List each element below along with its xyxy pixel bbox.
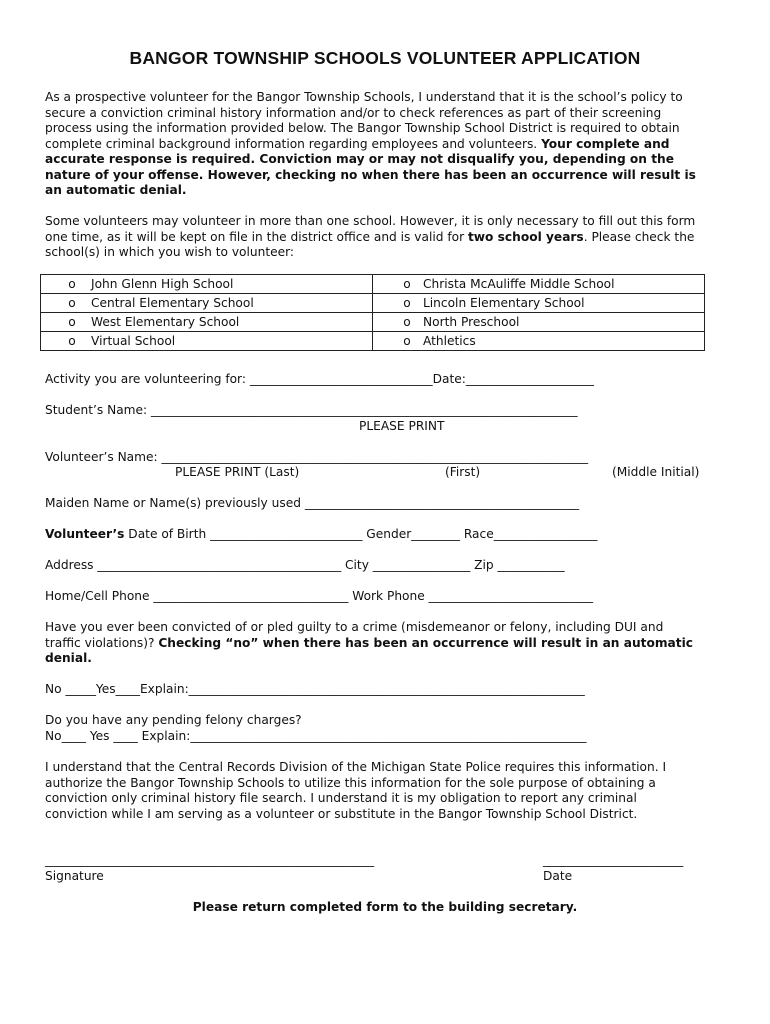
conviction-text: traffic violations)? [45, 635, 159, 650]
first-name-label: (First) [445, 465, 481, 479]
schools-paragraph [45, 214, 735, 261]
school-option-north-preschool[interactable] [373, 313, 705, 332]
authorization-line: conviction only criminal history file search. I understand it is my obligation to report any criminal [45, 791, 637, 805]
school-option-john-glenn[interactable] [41, 275, 373, 294]
maiden-name-field[interactable]: Maiden Name or Name(s) previously used _____________________________________________ [45, 496, 580, 510]
school-option-virtual-school[interactable] [41, 332, 373, 351]
intro-line [45, 183, 735, 199]
felony-answer-field[interactable]: No____ Yes ____ Explain:_________________________________________________________________ [45, 729, 587, 743]
activity-date-field[interactable]: Activity you are volunteering for: ______________________________Date:_____________________ [45, 372, 594, 386]
school-option-central-elementary[interactable] [41, 294, 373, 313]
signature-label: Signature [45, 869, 104, 883]
intro-bold-text: an automatic denial. [45, 183, 187, 197]
schools-text: one time, as it will be kept on file in the district office and is valid for [45, 229, 468, 244]
schools-row [41, 294, 705, 313]
schools-line: Some volunteers may volunteer in more than one school. However, it is only necessary to fill out this form [45, 214, 696, 228]
school-label: Lincoln Elementary School [423, 296, 585, 310]
school-option-lincoln-elementary[interactable] [373, 294, 705, 313]
conviction-bold-text: denial. [45, 651, 92, 665]
checkbox-bullet[interactable]: o [403, 277, 411, 291]
intro-bold-text: Your complete and [541, 136, 670, 151]
conviction-answer-field[interactable]: No _____Yes____Explain:_________________________________________________________________ [45, 682, 585, 696]
checkbox-bullet[interactable]: o [68, 334, 76, 348]
intro-bold-text: accurate response is required. Conviction may or may not disqualify you, depending on the [45, 152, 674, 166]
school-label: Virtual School [91, 334, 176, 348]
dob-gender-race-field[interactable] [45, 527, 597, 542]
school-label: Athletics [423, 334, 476, 348]
return-instructions: Please return completed form to the building secretary. [192, 900, 578, 914]
intro-text: complete criminal background information regarding employees and volunteers. [45, 136, 542, 151]
checkbox-bullet[interactable]: o [403, 296, 411, 310]
schools-line: school(s) in which you wish to volunteer: [45, 245, 295, 259]
school-option-west-elementary[interactable] [41, 313, 373, 332]
dob-bold-label: Volunteer’s [45, 527, 125, 541]
volunteer-name-field[interactable]: Volunteer’s Name: ______________________________________________________________________ [45, 450, 589, 464]
address-field[interactable]: Address ________________________________________ City ________________ Zip ___________ [45, 558, 565, 572]
please-print-note: PLEASE PRINT [359, 419, 445, 433]
school-label: Central Elementary School [91, 296, 254, 310]
conviction-question [45, 620, 735, 667]
phone-field[interactable]: Home/Cell Phone ________________________________ Work Phone ___________________________ [45, 589, 594, 603]
checkbox-bullet[interactable]: o [403, 315, 411, 329]
last-name-label: PLEASE PRINT (Last) [175, 465, 300, 479]
date-label: Date [543, 869, 573, 883]
authorization-line: I understand that the Central Records Division of the Michigan State Police requires this information. I [45, 760, 667, 774]
checkbox-bullet[interactable]: o [68, 315, 76, 329]
schools-row [41, 313, 705, 332]
date-line[interactable]: _______________________ [543, 853, 684, 867]
school-option-christa-mcauliffe[interactable] [373, 275, 705, 294]
intro-line: As a prospective volunteer for the Bangor Township Schools, I understand that it is the school’s policy to [45, 90, 683, 104]
intro-paragraph [45, 90, 735, 199]
checkbox-bullet[interactable]: o [68, 277, 76, 291]
checkbox-bullet[interactable]: o [68, 296, 76, 310]
dob-gender-race-text: Date of Birth _________________________ Gender________ Race_________________ [124, 527, 598, 541]
intro-line: secure a conviction criminal history information and/or to check references as part of their screening [45, 105, 662, 120]
conviction-line [45, 651, 735, 667]
conviction-line [45, 636, 735, 652]
felony-question: Do you have any pending felony charges? [45, 713, 302, 727]
page-title: BANGOR TOWNSHIP SCHOOLS VOLUNTEER APPLICATION [129, 48, 641, 68]
schools-row [41, 275, 705, 294]
middle-initial-label: (Middle Initial) [612, 465, 700, 479]
authorization-line: conviction while I am serving as a volunteer or substitute in the Bangor Township School District. [45, 806, 638, 821]
intro-line [45, 152, 735, 168]
student-name-field[interactable]: Student’s Name: ______________________________________________________________________ [45, 403, 578, 417]
intro-line [45, 137, 735, 153]
intro-bold-text: nature of your offense. However, checking no when there has been an occurrence will result is [45, 167, 696, 182]
schools-row [41, 332, 705, 351]
schools-line [45, 230, 735, 246]
signature-line[interactable]: ______________________________________________________ [45, 853, 375, 867]
conviction-bold-text: Checking “no” when there has been an occurrence will result in an automatic [158, 635, 693, 650]
school-option-athletics[interactable] [373, 332, 705, 351]
conviction-line: Have you ever been convicted of or pled guilty to a crime (misdemeanor or felony, including DUI and [45, 620, 664, 634]
two-school-years: two school years [467, 229, 584, 244]
checkbox-bullet[interactable]: o [403, 334, 411, 348]
intro-line [45, 168, 735, 184]
school-label: West Elementary School [91, 315, 240, 329]
school-label: Christa McAuliffe Middle School [423, 277, 615, 291]
schools-table [40, 274, 705, 351]
intro-line: process using the information provided below. The Bangor Township School District is required to obtain [45, 121, 680, 135]
authorization-line: authorize the Bangor Township Schools to utilize this information for the sole purpose of obtaining a [45, 775, 656, 790]
schools-text: . Please check the [583, 229, 695, 244]
school-label: John Glenn High School [91, 277, 234, 291]
school-label: North Preschool [423, 315, 520, 329]
authorization-paragraph [45, 760, 735, 822]
